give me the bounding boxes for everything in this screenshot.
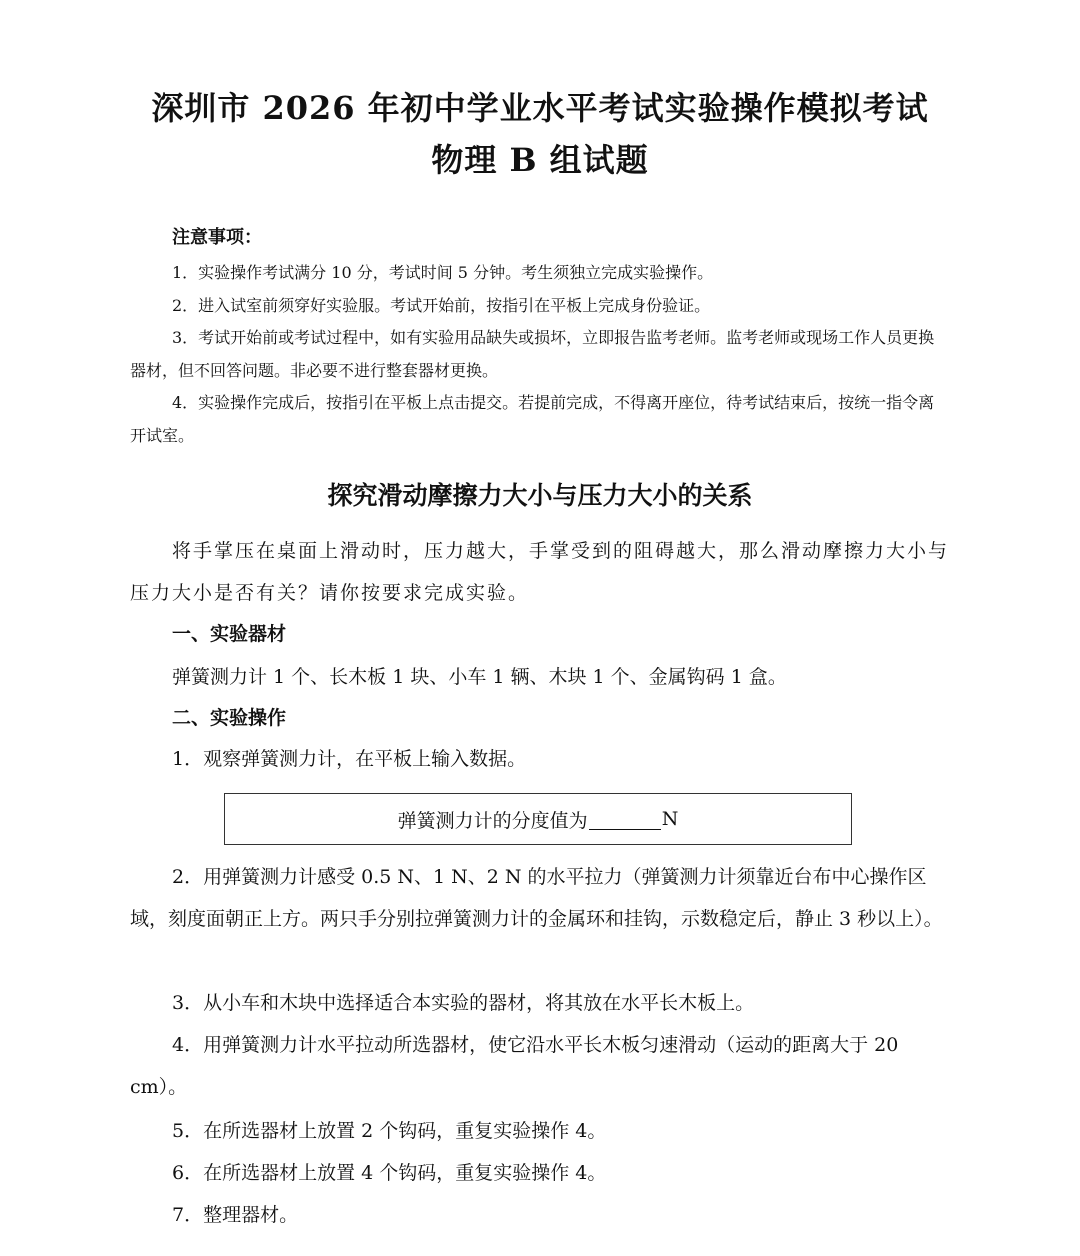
step-1: 1．观察弹簧测力计，在平板上输入数据。 xyxy=(172,748,527,770)
page-subtitle: 物理 B 组试题 xyxy=(431,141,649,179)
answer-blank[interactable] xyxy=(589,809,661,830)
section-heading-operations: 二、实验操作 xyxy=(172,707,287,729)
materials-list: 弹簧测力计 1 个、长木板 1 块、小车 1 辆、木块 1 个、金属钩码 1 盒。 xyxy=(172,666,787,688)
experiment-title: 探究滑动摩擦力大小与压力大小的关系 xyxy=(327,481,753,510)
note-item: 1．实验操作考试满分 10 分，考试时间 5 分钟。考生须独立完成实验操作。 xyxy=(172,263,714,282)
step-4: 4．用弹簧测力计水平拉动所选器材，使它沿水平长木板匀速滑动（运动的距离大于 20 cm）。 xyxy=(130,1034,899,1098)
step-6: 6．在所选器材上放置 4 个钩码，重复实验操作 4。 xyxy=(172,1162,607,1184)
step-2: 2．用弹簧测力计感受 0.5 N、1 N、2 N 的水平拉力（弹簧测力计须靠近台布中心操作区域，刻度面朝正上方。两只手分别拉弹簧测力计的金属环和挂钩，示数稳定后，静止 3 秒以上）。 xyxy=(130,866,943,930)
answer-prefix: 弹簧测力计的分度值为 xyxy=(397,809,588,832)
step-3: 3．从小车和木块中选择适合本实验的器材，将其放在水平长木板上。 xyxy=(172,992,755,1014)
note-item: 2．进入试室前须穿好实验服。考试开始前，按指引在平板上完成身份验证。 xyxy=(172,295,711,315)
section-heading-materials: 一、实验器材 xyxy=(172,623,287,645)
notes-list xyxy=(130,257,950,452)
note-item: 3．考试开始前或考试过程中，如有实验用品缺失或损坏，立即报告监考老师。监考老师或现场工作人员更换器材，但不回答问题。非必要不进行整套器材更换。 xyxy=(130,328,935,380)
step-7: 7．整理器材。 xyxy=(172,1204,299,1226)
experiment-intro: 将手掌压在桌面上滑动时，压力越大，手掌受到的阻碍越大，那么滑动摩擦力大小与压力大小是否有关？请你按要求完成实验。 xyxy=(130,540,950,604)
answer-box xyxy=(224,793,852,845)
note-item: 4．实验操作完成后，按指引在平板上点击提交。若提前完成，不得离开座位，待考试结束后，按统一指令离开试室。 xyxy=(130,393,935,445)
answer-unit: N xyxy=(661,808,679,830)
step-5: 5．在所选器材上放置 2 个钩码，重复实验操作 4。 xyxy=(172,1120,607,1142)
page-title: 深圳市 2026 年初中学业水平考试实验操作模拟考试 xyxy=(151,89,929,127)
notes-heading: 注意事项： xyxy=(172,227,262,248)
